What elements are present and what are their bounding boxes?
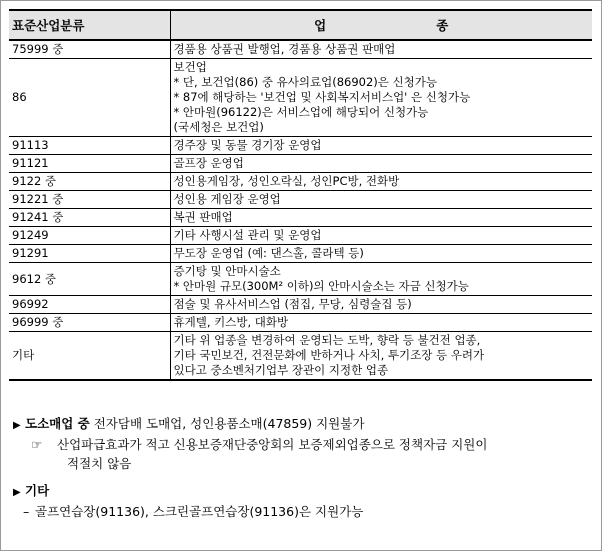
industry-code-cell: 기타 [9, 332, 170, 381]
business-type-line: 성인용게임장, 성인오락실, 성인PC방, 전화방 [173, 174, 400, 188]
industry-code-cell: 86 [9, 59, 170, 137]
table-row [9, 173, 592, 191]
note-other-text: 골프연습장(91136), 스크린골프연습장(91136)은 지원가능 [35, 504, 364, 519]
table-row [9, 296, 592, 314]
business-type-cell [170, 173, 592, 191]
industry-code-cell: 91249 [9, 227, 170, 245]
business-type-line: 경주장 및 동물 경기장 운영업 [173, 138, 322, 152]
business-type-cell [170, 227, 592, 245]
business-type-cell [170, 263, 592, 296]
note-other-item [9, 502, 592, 521]
business-type-cell [170, 137, 592, 155]
pointing-hand-icon: ☞ [31, 437, 43, 452]
business-type-line: 성인용 게임장 운영업 [173, 192, 281, 206]
table-row [9, 40, 592, 59]
table-row [9, 209, 592, 227]
table-row [9, 155, 592, 173]
business-type-line: 증기탕 및 안마시술소 [173, 264, 281, 278]
business-type-line: 휴게텔, 키스방, 대화방 [173, 315, 289, 329]
business-type-line: 기타 위 업종을 변경하여 운영되는 도박, 향락 등 불건전 업종, [173, 333, 481, 347]
dash-icon: – [23, 504, 30, 519]
note-wholesale-reason [9, 435, 592, 454]
business-type-cell [170, 332, 592, 381]
table-row [9, 245, 592, 263]
business-type-line: 보건업 [173, 60, 207, 74]
table-row [9, 227, 592, 245]
business-type-line: 기타 국민보건, 건전문화에 반하거나 사치, 투기조장 등 우려가 [173, 348, 485, 362]
note-wholesale-reason-line-2: 적절치 않음 [67, 456, 132, 471]
note-wholesale [9, 414, 592, 435]
industry-code-cell: 75999 중 [9, 40, 170, 59]
industry-code-cell: 9612 중 [9, 263, 170, 296]
table-header-row [9, 10, 592, 40]
industry-code-cell: 96999 중 [9, 314, 170, 332]
industry-code-cell: 9122 중 [9, 173, 170, 191]
notes-section [9, 414, 592, 521]
note-wholesale-reason-cont [9, 454, 592, 473]
table-body [9, 40, 592, 380]
business-type-cell [170, 59, 592, 137]
industry-code-cell: 91291 [9, 245, 170, 263]
note-other-title: 기타 [25, 483, 50, 498]
business-type-line: 기타 사행시설 관리 및 운영업 [173, 228, 322, 242]
table-row [9, 191, 592, 209]
table-row [9, 314, 592, 332]
industry-code-cell: 91121 [9, 155, 170, 173]
restricted-industry-table [9, 9, 592, 381]
business-type-cell [170, 155, 592, 173]
business-type-line: * 87에 해당하는 '보건업 및 사회복지서비스업' 은 신청가능 [173, 90, 471, 104]
business-type-line: (국세청은 보건업) [173, 120, 264, 134]
business-type-line: * 안마원(96122)은 서비스업에 해당되어 신청가능 [173, 105, 429, 119]
business-type-line: 있다고 중소벤처기업부 장관이 지정한 업종 [173, 363, 389, 377]
header-industry-code: 표준산업분류 [9, 10, 170, 40]
industry-code-cell: 96992 [9, 296, 170, 314]
business-type-cell [170, 245, 592, 263]
industry-code-cell: 91221 중 [9, 191, 170, 209]
industry-code-cell: 91113 [9, 137, 170, 155]
business-type-line: 경품용 상품권 발행업, 경품용 상품권 판매업 [173, 42, 396, 56]
triangle-right-icon: ▶ [13, 420, 21, 431]
business-type-cell [170, 191, 592, 209]
business-type-line: 복권 판매업 [173, 210, 233, 224]
industry-code-cell: 91241 중 [9, 209, 170, 227]
note-wholesale-text: 전자담배 도매업, 성인용품소매(47859) 지원불가 [93, 416, 365, 431]
note-wholesale-reason-line-1: 산업파급효과가 적고 신용보증재단중앙회의 보증제외업종으로 정책자금 지원이 [57, 437, 488, 452]
business-type-line: 골프장 운영업 [173, 156, 244, 170]
note-other [9, 481, 592, 502]
business-type-cell [170, 40, 592, 59]
business-type-cell [170, 314, 592, 332]
table-row [9, 263, 592, 296]
table-row [9, 137, 592, 155]
business-type-line: * 단, 보건업(86) 중 유사의료업(86902)은 신청가능 [173, 75, 437, 89]
business-type-cell [170, 209, 592, 227]
note-wholesale-title: 도소매업 중 [25, 416, 90, 431]
business-type-line: 점술 및 유사서비스업 (점집, 무당, 심령술집 등) [173, 297, 412, 311]
header-business-type-a: 업 [314, 17, 327, 33]
business-type-line: 무도장 운영업 (예: 댄스홀, 콜라텍 등) [173, 246, 364, 260]
table-row [9, 59, 592, 137]
triangle-right-icon: ▶ [13, 487, 21, 498]
table-row [9, 332, 592, 381]
business-type-cell [170, 296, 592, 314]
header-business-type [170, 10, 592, 40]
header-business-type-b: 종 [436, 17, 449, 33]
business-type-line: * 안마원 규모(300M² 이하)의 안마시술소는 자금 신청가능 [173, 279, 469, 293]
